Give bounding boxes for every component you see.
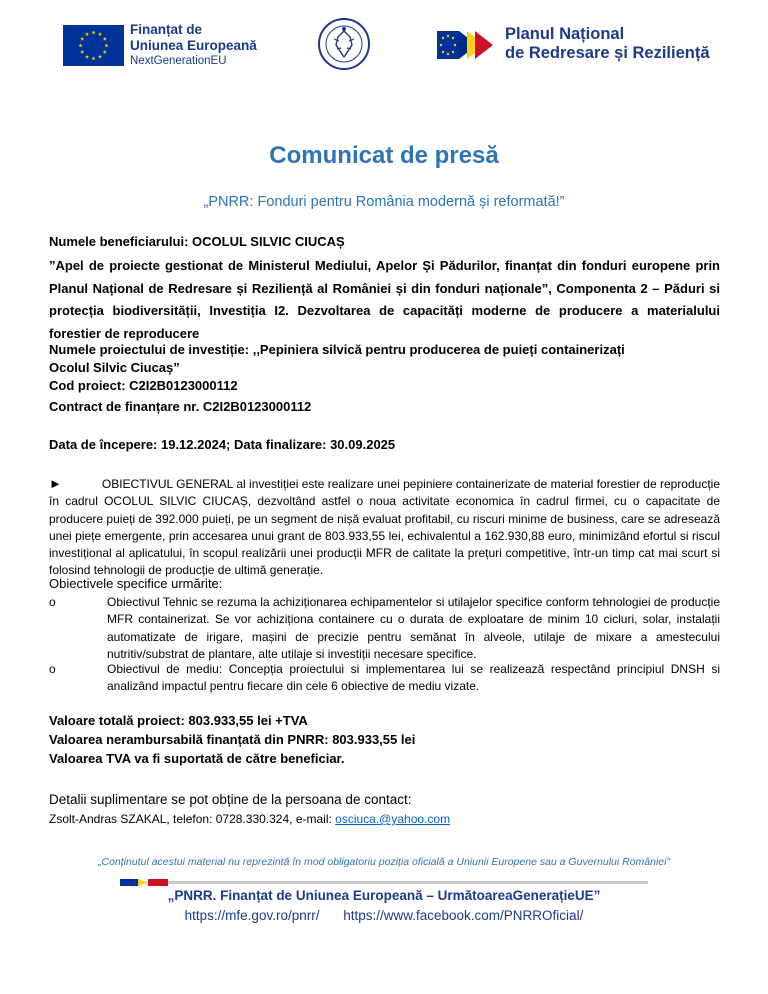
project-name-line2: Ocolul Silvic Ciucaș” [49, 360, 180, 375]
page-subtitle: „PNRR: Fonduri pentru România modernă și reformată!” [203, 194, 565, 210]
eu-star-icon [91, 56, 95, 60]
project-name-line1: Numele proiectului de investiție: ,,Pepiniera silvică pentru producerea de puieți containerizați [49, 342, 625, 357]
eu-stars-icon [63, 25, 124, 66]
eu-funding-label [130, 22, 257, 68]
eu-star-icon [103, 50, 107, 54]
general-objective [49, 475, 720, 580]
eu-star-icon [98, 55, 102, 59]
footer-tagline: „PNRR. Finanțat de Uniunea Europeană – UrmătoareaGenerațieUE” [167, 888, 601, 903]
list-marker: o [49, 662, 56, 676]
eu-label-line2: Uniunea Europeană [130, 37, 257, 53]
objective-text: Obiectivul Tehnic se rezuma la achiziționarea echipamentelor si utilajelor specifice conform tehnologiei de producție MFR containerizat. Se vor achiziționa containere cu o durata de exploatare de minim 10 cicluri, solar, instalații automatizate de irigare, mașini de precizie pentru semănat în alveole, utilaje de mixare a amestecului nutritiv/substrat de plantare, alte utilaje si investiții necesare specifice. [107, 595, 720, 661]
eu-label-line3: NextGenerationEU [130, 55, 227, 68]
total-value: Valoare totală proiect: 803.933,55 lei +TVA [49, 713, 308, 728]
eu-star-icon [103, 37, 107, 41]
funding-call: ”Apel de proiecte gestionat de Ministerul Mediului, Apelor Și Pădurilor, finanțat din fonduri europene prin Planul Național de Redresare și Reziliență al României și din fonduri naționale”, Componenta 2 – Păduri si protecția biodiversității, Investiția I2. Dezvoltarea de capacități moderne de producere a materialului forestier de reproducere [49, 258, 720, 341]
non-refundable-value: Valoarea nerambursabilă finanțată din PNRR: 803.933,55 lei [49, 732, 416, 747]
specific-objectives-heading: Obiectivele specifice urmărite: [49, 576, 223, 591]
footer-link-facebook[interactable]: https://www.facebook.com/PNRROficial/ [343, 908, 584, 923]
project-dates: Data de începere: 19.12.2024; Data finalizare: 30.09.2025 [49, 437, 396, 452]
vat-note: Valoarea TVA va fi suportată de către beneficiar. [49, 751, 345, 766]
eu-star-icon [98, 32, 102, 36]
eu-star-icon [80, 37, 84, 41]
financing-contract: Contract de finanțare nr. C2I2B0123000112 [49, 399, 312, 414]
pnrr-logo-label [505, 25, 710, 63]
contact-intro: Detalii suplimentare se pot obține de la persoana de contact: [49, 792, 412, 807]
general-objective-text: OBIECTIVUL GENERAL al investiției este realizare unei pepiniere containerizate de material forestier de reproducție în cadrul OCOLUL SILVIC CIUCAȘ, dezvoltând astfel o noua activitate economica în cadrul firmei, cu o capacitate de producere puieți de 392.000 puieți, pe un segment de nișă evaluat profitabil, cu riscuri minime de business, care se adresează unei piețe emergente, prin accesarea unui grant de 803.933,55 lei, echivalentul a 162.930,88 euro, minimizând efortul si riscul investițional al aplicatului, în scopul realizării unei producții MFR de calitate la prețuri competitive, într-un timp cat mai scurt si folosind tehnologii de producție de ultimă generație. [49, 477, 720, 578]
pnrr-logo-icon [437, 27, 499, 63]
eu-flag-logo [63, 25, 124, 66]
eu-star-icon [78, 43, 82, 47]
footer-links [0, 908, 768, 923]
objective-text: Obiectivul de mediu: Concepția proiectului si implementarea lui se realizează respectând principiul DNSH si analizând impactul pentru fiecare din cele 6 obiective de mediu vizate. [107, 662, 720, 694]
eu-star-icon [80, 50, 84, 54]
eu-star-icon [85, 32, 89, 36]
eu-star-icon [91, 30, 95, 34]
footer-disclaimer: „Conținutul acestui material nu reprezintă în mod obligatoriu poziția oficială a Uniunii Europene sau a Guvernului României” [98, 856, 670, 868]
specific-objective-2 [49, 661, 720, 696]
contact-details: Zsolt-Andras SZAKAL, telefon: 0728.330.324, e-mail: [49, 812, 336, 826]
footer-link-mfe[interactable]: https://mfe.gov.ro/pnrr/ [184, 908, 320, 923]
government-seal-logo [317, 17, 371, 71]
eu-label-line1: Finanțat de [130, 22, 203, 37]
pnrr-label-line1: Planul Național [505, 25, 625, 43]
bullet-arrow-icon: ► [49, 476, 62, 491]
pnrr-label-line2: de Redresare și Reziliență [505, 43, 710, 62]
eu-star-icon [85, 55, 89, 59]
eu-star-icon [104, 43, 108, 47]
list-marker: o [49, 595, 56, 609]
project-code: Cod proiect: C2I2B0123000112 [49, 378, 238, 393]
specific-objective-1 [49, 594, 720, 663]
beneficiary-name: Numele beneficiarului: OCOLUL SILVIC CIUCAȘ [49, 234, 345, 249]
contact-person [49, 812, 720, 826]
footer-color-bar [120, 873, 648, 880]
page-title: Comunicat de presă [269, 142, 499, 169]
contact-email-link[interactable]: osciuca.@yahoo.com [335, 812, 451, 826]
